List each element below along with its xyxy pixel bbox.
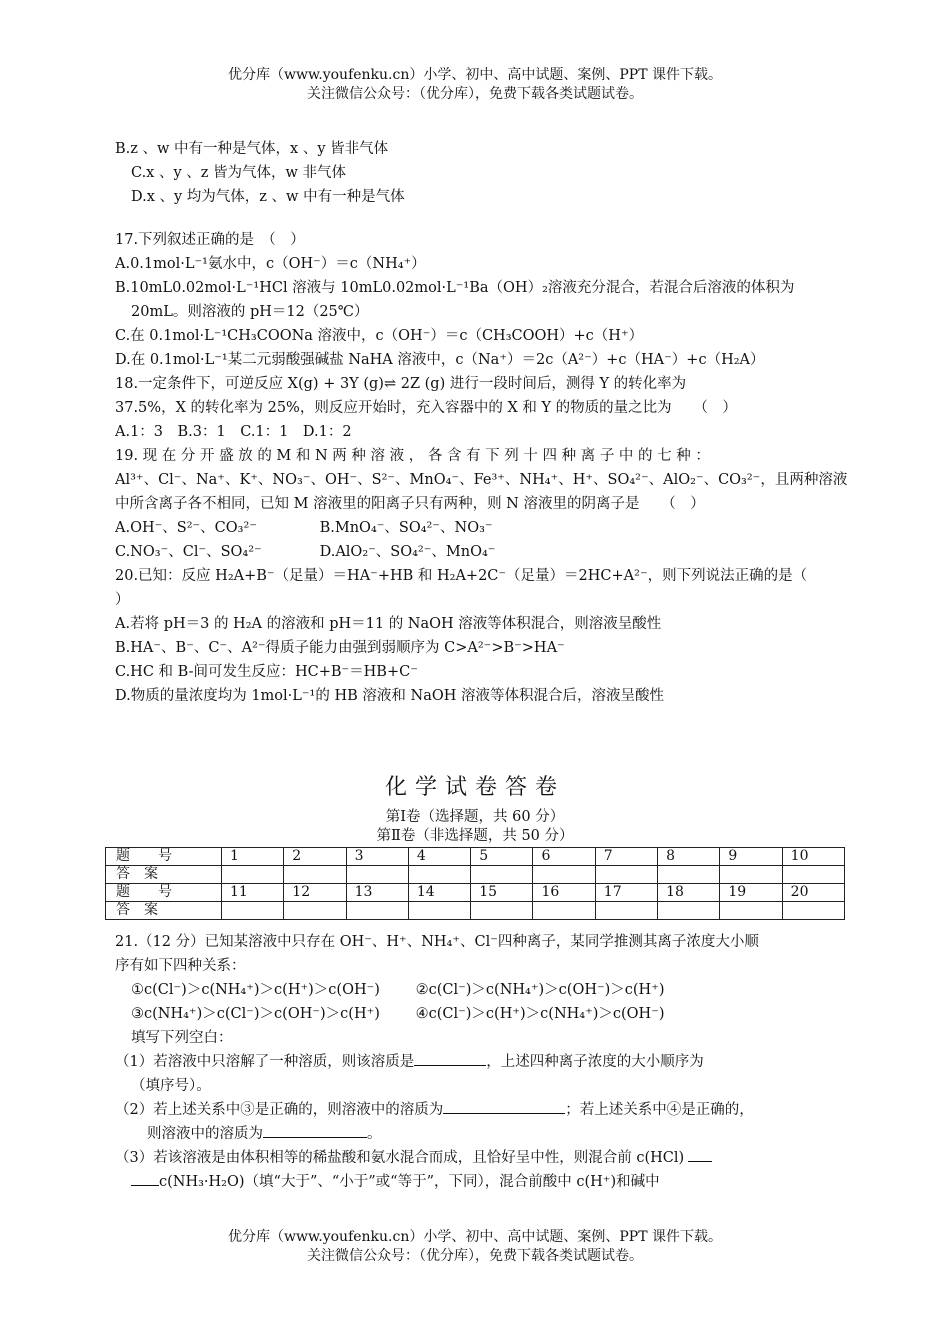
question-number-cell: 18 <box>658 884 720 902</box>
q18-line-2: 37.5%，X 的转化率为 25%，则反应开始时，充入容器中的 X 和 Y 的物质的量之比为 （ ） <box>115 400 737 416</box>
question-number-cell: 20 <box>782 884 844 902</box>
question-number-cell: 13 <box>346 884 408 902</box>
q21-relations-34 <box>115 1002 845 1026</box>
q21-relation-3: ③c(NH₄⁺)＞c(Cl⁻)＞c(OH⁻)＞c(H⁺) <box>131 1006 380 1022</box>
q20-line-1: 20.已知：反应 H₂A+B⁻（足量）＝HA⁻+HB 和 H₂A+2C⁻（足量）＝2HC+A²⁻，则下列说法正确的是（ <box>115 568 808 584</box>
q21-sub3-line1 <box>115 1146 845 1170</box>
q21-sub2-text-b: ；若上述关系中④是正确的， <box>565 1102 754 1118</box>
answer-cell[interactable] <box>408 866 470 884</box>
q21-line-2: 序有如下四种关系： <box>115 958 246 974</box>
answer-cell[interactable] <box>222 866 284 884</box>
answer-cell[interactable] <box>471 866 533 884</box>
q21-sub2-blank-2[interactable] <box>263 1123 367 1138</box>
q21-sub3-blank-1b[interactable] <box>131 1171 159 1186</box>
q17-option-a: A.0.1mol·L⁻¹氨水中，c（OH⁻）＝c（NH₄⁺） <box>115 256 426 272</box>
q20-line-2: ） <box>115 592 130 608</box>
q17-option-c: C.在 0.1mol·L⁻¹CH₃COONa 溶液中，c（OH⁻）＝c（CH₃COOH）+c（H⁺） <box>115 328 644 344</box>
question-number-cell: 8 <box>658 848 720 866</box>
q19-options-cd <box>115 540 840 564</box>
q21-sub1-line1 <box>115 1050 845 1074</box>
q16-option-d: D.x 、y 均为气体，z 、w 中有一种是气体 <box>131 189 405 205</box>
answer-cell[interactable] <box>595 902 657 920</box>
q21-sub3-blank-1a[interactable] <box>688 1147 712 1162</box>
q21-sub1-text-c: （填序号）。 <box>131 1078 211 1094</box>
question-16-options <box>115 137 840 209</box>
answer-sheet-part1: 第Ⅰ卷（选择题，共 60 分） <box>385 809 565 825</box>
q17-option-b-line2: 20mL。则溶液的 pH＝12（25℃） <box>131 304 369 320</box>
q20-option-c: C.HC 和 B-间可发生反应：HC+B⁻＝HB+C⁻ <box>115 664 418 680</box>
q21-sub3-text-a: （3）若该溶液是由体积相等的稀盐酸和氨水混合而成，且恰好呈中性，则混合前 c(HCl) <box>115 1150 685 1166</box>
question-number-cell: 3 <box>346 848 408 866</box>
label-question-number: 题 号 <box>106 848 222 866</box>
question-number-cell: 6 <box>533 848 595 866</box>
answer-cell[interactable] <box>408 902 470 920</box>
answer-cell[interactable] <box>222 902 284 920</box>
answer-cell[interactable] <box>782 866 844 884</box>
q20-option-d: D.物质的量浓度均为 1mol·L⁻¹的 HB 溶液和 NaOH 溶液等体积混合后，溶液呈酸性 <box>115 688 664 704</box>
answer-table-row-answers-2 <box>106 902 845 920</box>
q19-option-d: D.AlO₂⁻、SO₄²⁻、MnO₄⁻ <box>319 544 496 560</box>
header-line-1: 优分库（www.youfenku.cn）小学、初中、高中试题、案例、PPT 课件下载。 <box>227 67 722 83</box>
answer-cell[interactable] <box>533 902 595 920</box>
q18-options: A.1：3 B.3：1 C.1：1 D.1：2 <box>115 424 352 440</box>
answer-cell[interactable] <box>284 866 346 884</box>
answer-cell[interactable] <box>471 902 533 920</box>
q17-option-d: D.在 0.1mol·L⁻¹某二元弱酸强碱盐 NaHA 溶液中，c（Na⁺）＝2c（A²⁻）+c（HA⁻）+c（H₂A） <box>115 352 765 368</box>
header-line-2: 关注微信公众号：（优分库），免费下载各类试题试卷。 <box>307 86 643 102</box>
q19-line-2: Al³⁺、Cl⁻、Na⁺、K⁺、NO₃⁻、OH⁻、S²⁻、MnO₄⁻、Fe³⁺、NH₄⁺、H⁺、SO₄²⁻、AlO₂⁻、CO₃²⁻，且两种溶液 <box>115 472 848 488</box>
q21-sub1-blank-1[interactable] <box>414 1051 486 1066</box>
question-number-cell: 14 <box>408 884 470 902</box>
q19-option-a: A.OH⁻、S²⁻、CO₃²⁻ <box>115 520 257 536</box>
q20-option-a: A.若将 pH＝3 的 H₂A 的溶液和 pH＝11 的 NaOH 溶液等体积混合，则溶液呈酸性 <box>115 616 662 632</box>
q20-option-b: B.HA⁻、B⁻、C⁻、A²⁻得质子能力由强到弱顺序为 C>A²⁻>B⁻>HA⁻ <box>115 640 565 656</box>
answer-cell[interactable] <box>720 902 782 920</box>
q19-option-c: C.NO₃⁻、Cl⁻、SO₄²⁻ <box>115 544 262 560</box>
answer-cell[interactable] <box>658 902 720 920</box>
q21-sub1-text-a: （1）若溶液中只溶解了一种溶质，则该溶质是 <box>115 1054 415 1070</box>
q19-line-1: 19. 现 在 分 开 盛 放 的 M 和 N 两 种 溶 液 ， 各 含 有 下 列 十 四 种 离 子 中 的 七 种 ： <box>115 448 710 464</box>
answer-cell[interactable] <box>346 902 408 920</box>
footer-line-1: 优分库（www.youfenku.cn）小学、初中、高中试题、案例、PPT 课件下载。 <box>227 1229 722 1245</box>
q19-line-3: 中所含离子各不相同，已知 M 溶液里的阳离子只有两种，则 N 溶液里的阴离子是 （ ） <box>115 496 705 512</box>
q21-sub2-text-d: 。 <box>367 1126 382 1142</box>
answer-sheet-part2: 第Ⅱ卷（非选择题，共 50 分） <box>376 828 574 844</box>
question-19 <box>115 444 848 564</box>
question-number-cell: 11 <box>222 884 284 902</box>
page-header-top <box>0 66 950 104</box>
answer-cell[interactable] <box>346 866 408 884</box>
q21-relation-2: ②c(Cl⁻)＞c(NH₄⁺)＞c(OH⁻)＞c(H⁺) <box>415 982 665 998</box>
question-number-cell: 1 <box>222 848 284 866</box>
answer-table-row-numbers-1 <box>106 848 845 866</box>
page-header-bottom <box>0 1228 950 1266</box>
question-number-cell: 5 <box>471 848 533 866</box>
q16-option-b: B.z 、w 中有一种是气体，x 、y 皆非气体 <box>115 141 389 157</box>
q21-sub2-text-a: （2）若上述关系中③是正确的，则溶液中的溶质为 <box>115 1102 444 1118</box>
answer-cell[interactable] <box>595 866 657 884</box>
answer-cell[interactable] <box>284 902 346 920</box>
q18-line-1: 18.一定条件下，可逆反应 X(g) + 3Y (g)⇌ 2Z (g) 进行一段时间后，测得 Y 的转化率为 <box>115 376 687 392</box>
label-answer: 答 案 <box>106 902 222 920</box>
label-question-number: 题 号 <box>106 884 222 902</box>
q21-line-1: 21.（12 分）已知某溶液中只存在 OH⁻、H⁺、NH₄⁺、Cl⁻四种离子，某同学推测其离子浓度大小顺 <box>115 934 759 950</box>
q17-stem: 17.下列叙述正确的是 （ ） <box>115 232 305 248</box>
question-18 <box>115 372 840 444</box>
answer-table-row-numbers-2 <box>106 884 845 902</box>
label-answer: 答 案 <box>106 866 222 884</box>
question-number-cell: 10 <box>782 848 844 866</box>
q16-option-c: C.x 、y 、z 皆为气体，w 非气体 <box>131 165 347 181</box>
q19-options-ab <box>115 516 840 540</box>
q19-option-b: B.MnO₄⁻、SO₄²⁻、NO₃⁻ <box>319 520 493 536</box>
question-number-cell: 16 <box>533 884 595 902</box>
question-number-cell: 9 <box>720 848 782 866</box>
q21-relation-4: ④c(Cl⁻)＞c(H⁺)＞c(NH₄⁺)＞c(OH⁻) <box>415 1006 665 1022</box>
q21-sub1-text-b: ，上述四种离子浓度的大小顺序为 <box>486 1054 704 1070</box>
answer-cell[interactable] <box>782 902 844 920</box>
question-20 <box>115 564 840 708</box>
q21-relation-1: ①c(Cl⁻)＞c(NH₄⁺)＞c(H⁺)＞c(OH⁻) <box>131 982 380 998</box>
q21-sub2-blank-1[interactable] <box>443 1099 565 1114</box>
footer-line-2: 关注微信公众号：（优分库），免费下载各类试题试卷。 <box>307 1248 643 1264</box>
question-17 <box>115 228 840 372</box>
q21-sub2-text-c: 则溶液中的溶质为 <box>147 1126 263 1142</box>
question-number-cell: 15 <box>471 884 533 902</box>
q21-sub3-text-b: c(NH₃·H₂O)（填“大于”、“小于”或“等于”，下同），混合前酸中 c(H⁺)和碱中 <box>159 1174 660 1190</box>
question-number-cell: 19 <box>720 884 782 902</box>
question-number-cell: 2 <box>284 848 346 866</box>
answer-cell[interactable] <box>658 866 720 884</box>
answer-table-row-answers-1 <box>106 866 845 884</box>
q21-fill-instruction: 填写下列空白： <box>131 1030 233 1046</box>
question-number-cell: 7 <box>595 848 657 866</box>
question-number-cell: 12 <box>284 884 346 902</box>
q21-sub2-line2 <box>115 1122 845 1146</box>
answer-table <box>105 847 845 920</box>
answer-cell[interactable] <box>720 866 782 884</box>
answer-cell[interactable] <box>533 866 595 884</box>
question-number-cell: 17 <box>595 884 657 902</box>
answer-sheet-title: 化学试卷答卷 <box>384 775 565 800</box>
q21-sub3-line2 <box>115 1170 845 1194</box>
question-21 <box>115 930 845 1194</box>
q21-sub2-line1 <box>115 1098 845 1122</box>
q21-relations-12 <box>115 978 845 1002</box>
question-number-cell: 4 <box>408 848 470 866</box>
q17-option-b-line1: B.10mL0.02mol·L⁻¹HCl 溶液与 10mL0.02mol·L⁻¹Ba（OH）₂溶液充分混合，若混合后溶液的体积为 <box>115 280 795 296</box>
